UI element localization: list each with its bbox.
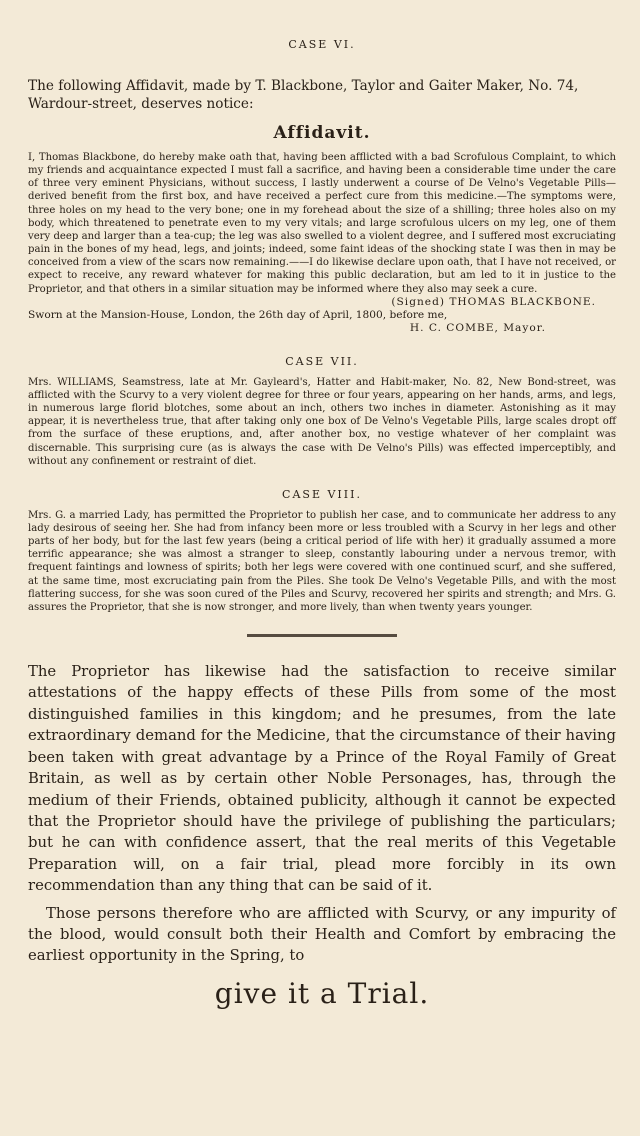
- case-viii-heading: CASE VIII.: [282, 487, 362, 501]
- affidavit-body: I, Thomas Blackbone, do hereby make oath that, having been afflicted with a bad Scrofulous Complaint, to which my friends and acquaintance expected I must fall a sacrifice, and having been a considerable time under the care of three very eminent Physicians, without success, I lastly underwent a course of De Velno's Vegetable Pills—derived benefit from the first box, and have received a perfect cure from this medicine.—The symptoms were, three holes on my head to the very bone; one in my forehead about the size of a shilling; three holes also on my body, which threatened to penetrate even to my very vitals; and large scrofulous ulcers on my leg, one of them very deep and larger than a tea-cup; the leg was also swelled to a violent degree, and I suffered most excruciating pain in the bones of my head, legs, and joints; indeed, some faint ideas of the shocking state I was then in may be conceived from a view of the scars now remaining.——I do likewise declare upon oath, that I have not received, or expect to receive, any reward whatever for making this public declaration, but am led to it in justice to the Proprietor, and that others in a similar situation may be informed where they also may seek a cure.: [28, 152, 616, 295]
- section-divider: [247, 634, 397, 637]
- closing-paragraph-2: Those persons therefore who are afflicted with Scurvy, or any impurity of the blood, would consult both their Health and Comfort by embracing the earliest opportunity in the Spring, to: [28, 904, 616, 965]
- case-vii-heading: CASE VII.: [285, 354, 359, 368]
- case-vi-heading: CASE VI.: [288, 38, 356, 51]
- closing-final-line: give it a Trial.: [214, 976, 430, 1010]
- case-vi-intro: The following Affidavit, made by T. Blackbone, Taylor and Gaiter Maker, No. 74, Wardour-street, deserves notice:: [28, 78, 579, 112]
- affidavit-signature: (Signed) THOMAS BLACKBONE.: [391, 295, 596, 308]
- case-vii-body: Mrs. WILLIAMS, Seamstress, late at Mr. Gayleard's, Hatter and Habit-maker, No. 82, New Bond-street, was afflicted with the Scurvy to a very violent degree for three or four years, appearing on her hands, arms, and legs, in numerous large florid blotches, some about an inch, others two inches in diameter. Astonishing as it may appear, it is nevertheless true, that after taking only one box of De Velno's Vegetable Pills, large scales dropt off from the surface of these eruptions, and, after another box, no vestige whatever of her complaint was discernable. This surprising cure (as is always the case with De Velno's Pills) was effected imperceptibly, and without any confinement or restraint of diet.: [28, 376, 616, 467]
- affidavit-sworn: Sworn at the Mansion-House, London, the 26th day of April, 1800, before me,: [28, 308, 448, 321]
- affidavit-title: Affidavit.: [273, 123, 371, 143]
- affidavit-mayor: H. C. COMBE, Mayor.: [409, 321, 546, 334]
- closing-paragraph-1: The Proprietor has likewise had the satisfaction to receive similar attestations of the happy effects of these Pills from some of the most distinguished families in this kingdom; and he presumes, from the late extraordinary demand for the Medicine, that the circumstance of their having been taken with great advantage by a Prince of the Royal Family of Great Britain, as well as by certain other Noble Personages, has, through the medium of their Friends, obtained publicity, although it cannot be expected that the Proprietor should have the privilege of publishing the particulars; but he can with confidence assert, that the real merits of this Vegetable Preparation will, on a fair trial, plead more forcibly in its own recommendation than any thing that can be said of it.: [28, 663, 616, 895]
- case-viii-body: Mrs. G. a married Lady, has permitted the Proprietor to publish her case, and to communicate her address to any lady desirous of seeing her. She had from infancy been more or less troubled with a Scurvy in her legs and other parts of her body, but for the last few years (being a critical period of life with her) it gradually assumed a more terrific appearance; she was almost a stranger to sleep, constantly labouring under a nervous tremor, with frequent faintings and lowness of spirits; both her legs were covered with one continued scurf, and she suffered, at the same time, most excruciating pain from the Piles. She took De Velno's Vegetable Pills, and with the most flattering success, for she was soon cured of the Piles and Scurvy, recovered her spirits and strength; and Mrs. G. assures the Proprietor, that she is now stronger, and more lively, than when twenty years younger.: [28, 509, 616, 613]
